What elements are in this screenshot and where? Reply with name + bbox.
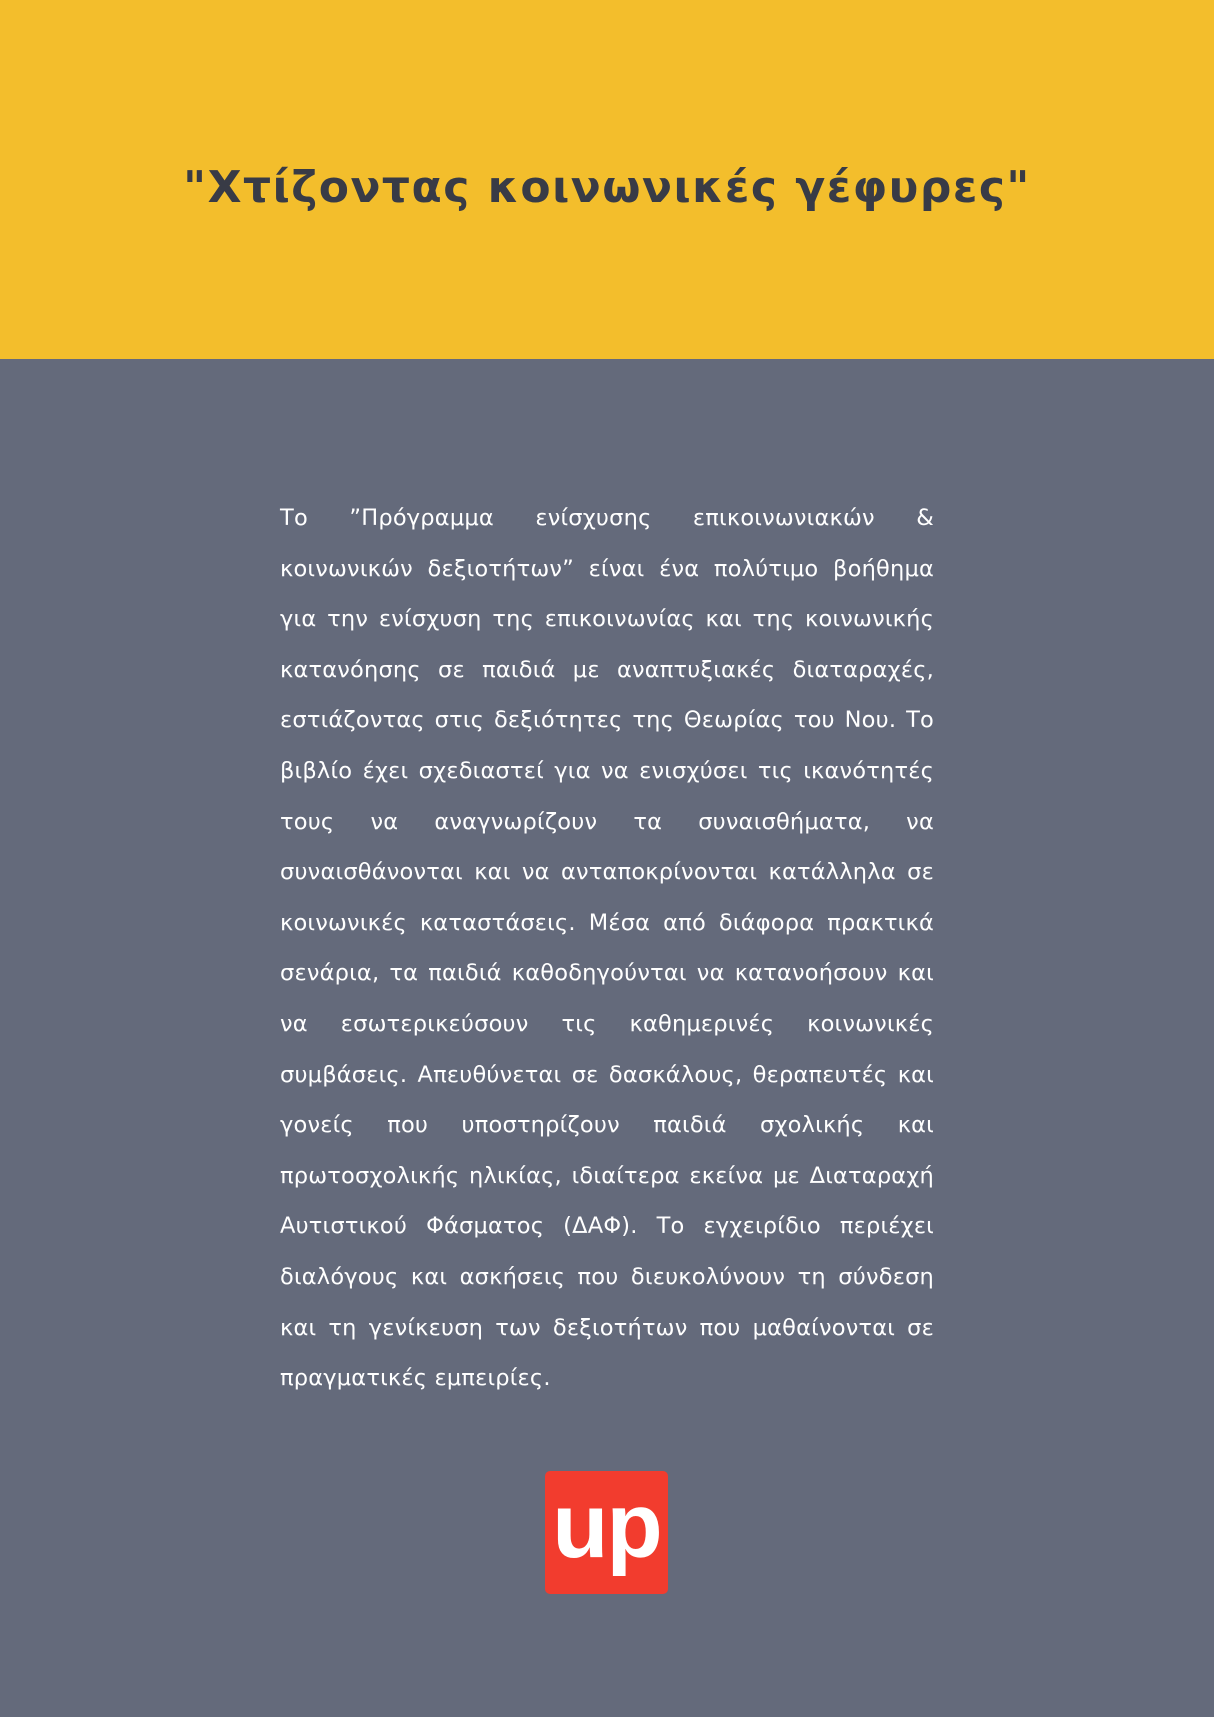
description-paragraph: Το ”Πρόγραμμα ενίσχυσης επικοινωνιακών & κοινωνικών δεξιοτήτων” είναι ένα πολύτιμο βοήθημα για την ενίσχυση της επικοινωνίας και της κοινωνικής κατανόησης σε παιδιά με αναπτυξιακές διαταραχές, εστιάζοντας στις δεξιότητες της Θεωρίας του Νου. Το βιβλίο έχει σχεδιαστεί για να ενισχύσει τις ικανότητές τους να αναγνωρίζουν τα συναισθήματα, να συναισθάνονται και να ανταποκρίνονται κατάλληλα σε κοινωνικές καταστάσεις. Μέσα από διάφορα πρακτικά σενάρια, τα παιδιά καθοδηγούνται να κατανοήσουν και να εσωτερικεύσουν τις καθημερινές κοινωνικές συμβάσεις. Απευθύνεται σε δασκάλους, θεραπευτές και γονείς που υποστηρίζουν παιδιά σχολικής και πρωτοσχολικής ηλικίας, ιδιαίτερα εκείνα με Διαταραχή Αυτιστικού Φάσματος (ΔΑΦ). Το εγχειρίδιο περιέχει διαλόγους και ασκήσεις που διευκολύνουν τη σύνδεση και τη γενίκευση των δεξιοτήτων που μαθαίνονται σε πραγματικές εμπειρίες. xyxy=(280,505,934,1392)
publisher-logo xyxy=(545,1471,668,1594)
title-band xyxy=(0,0,1214,359)
logo-text: up xyxy=(552,1474,661,1577)
page-title: "Χτίζοντας κοινωνικές γέφυρες" xyxy=(183,162,1031,213)
